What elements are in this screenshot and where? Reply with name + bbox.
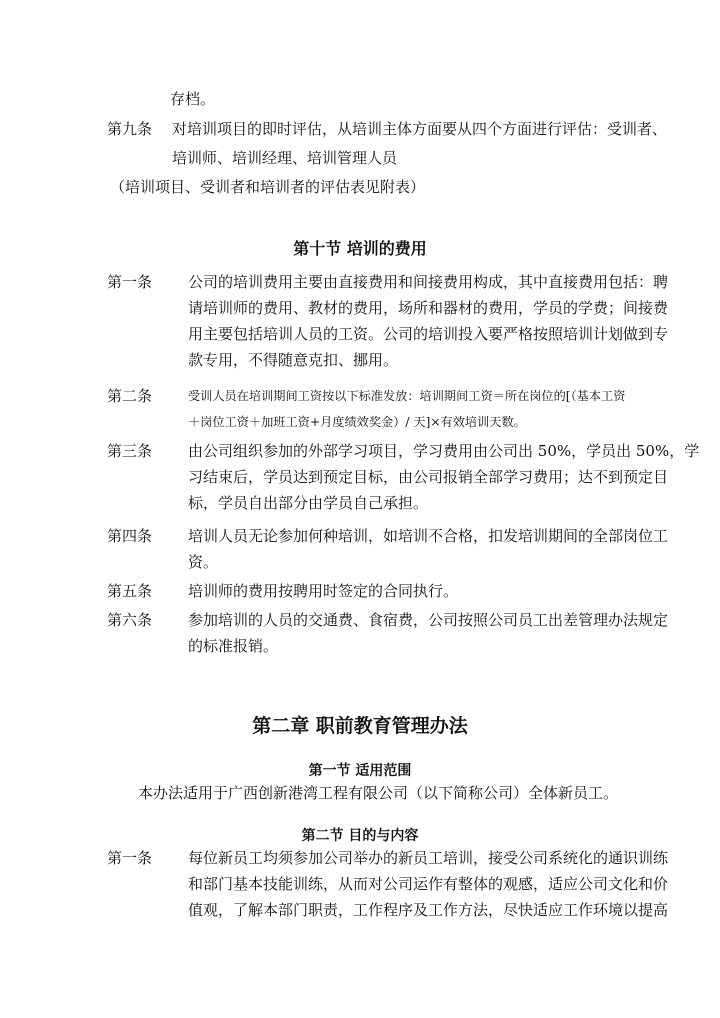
s10-a3-line: 习结束后，学员达到预定目标，由公司报销全部学习费用；达不到预定目 [188, 468, 669, 486]
s10-a6-line: 参加培训的人员的交通费、食宿费，公司按照公司员工出差管理办法规定 [188, 611, 669, 629]
s10-a1-line: 用主要包括培训人员的工资。公司的培训投入要严格按照培训计划做到专 [188, 325, 669, 343]
s10-a1-line: 请培训师的费用、教材的费用，场所和器材的费用，学员的学费；间接费 [188, 299, 669, 317]
s10-a1-line: 公司的培训费用主要由直接费用和间接费用构成，其中直接费用包括：聘 [188, 273, 669, 291]
article-9-line-2: 培训师、培训经理、培训管理人员 [172, 149, 398, 167]
chapter-2-title: 第二章 职前教育管理办法 [252, 715, 468, 737]
s10-article-3-body [188, 438, 700, 516]
s10-a4-line: 培训人员无论参加何种培训，如培训不合格，扣发培训期间的全部岗位工 [188, 527, 669, 545]
s10-article-1-label: 第一条 [107, 273, 153, 291]
s10-article-6-body [188, 607, 669, 659]
text-line-archive: 存档。 [170, 90, 216, 108]
s10-article-4-label: 第四条 [107, 527, 153, 545]
s10-a1-line: 款专用，不得随意克扣、挪用。 [188, 351, 399, 369]
chapter-2-section-2-title: 第二节 目的与内容 [301, 828, 419, 844]
evaluation-note: （培训项目、受训者和培训者的评估表见附表） [110, 178, 426, 196]
s10-a5-line: 培训师的费用按聘用时签定的合同执行。 [188, 582, 459, 600]
s10-article-6-label: 第六条 [107, 611, 153, 629]
s10-a3-line: 由公司组织参加的外部学习项目，学习费用由公司出 50%，学员出 50%，学 [188, 442, 700, 460]
s10-article-2-label: 第二条 [107, 387, 153, 405]
c2-s2-article-1-label: 第一条 [107, 849, 153, 867]
s10-article-5-label: 第五条 [107, 582, 153, 600]
s10-a2-line: ＋岗位工资＋加班工资+月度绩效奖金）/ 天]×有效培训天数。 [188, 415, 526, 429]
c2-a1-line: 值观，了解本部门职责，工作程序及工作方法，尽快适应工作环境以提高 [188, 901, 669, 919]
s10-a4-line: 资。 [188, 553, 219, 571]
s10-a3-line: 标，学员自出部分由学员自己承担。 [188, 494, 429, 512]
s10-article-2-body [188, 383, 658, 435]
s10-article-3-label: 第三条 [107, 442, 153, 460]
s10-article-5-body [188, 578, 658, 604]
c2-a1-line: 和部门基本技能训练，从而对公司运作有整体的观感，适应公司文化和价 [188, 875, 669, 893]
article-9-label: 第九条 [107, 120, 153, 138]
s10-a6-line: 的标准报销。 [188, 637, 279, 655]
section-10-title: 第十节 培训的费用 [293, 239, 427, 258]
scope-statement: 本办法适用于广西创新港湾工程有限公司（以下简称公司）全体新员工。 [138, 784, 619, 802]
s10-article-1-body [188, 269, 669, 373]
article-9-line-1: 对培训项目的即时评估，从培训主体方面要从四个方面进行评估：受训者、 [172, 120, 668, 138]
s10-article-4-body [188, 523, 669, 575]
c2-a1-line: 每位新员工均须参加公司举办的新员工培训，接受公司系统化的通识训练 [188, 849, 669, 867]
c2-s2-article-1-body [188, 845, 669, 923]
chapter-2-section-1-title: 第一节 适用范围 [308, 763, 412, 779]
s10-a2-line: 受训人员在培训期间工资按以下标准发放：培训期间工资＝所在岗位的[（基本工资 [188, 389, 626, 403]
